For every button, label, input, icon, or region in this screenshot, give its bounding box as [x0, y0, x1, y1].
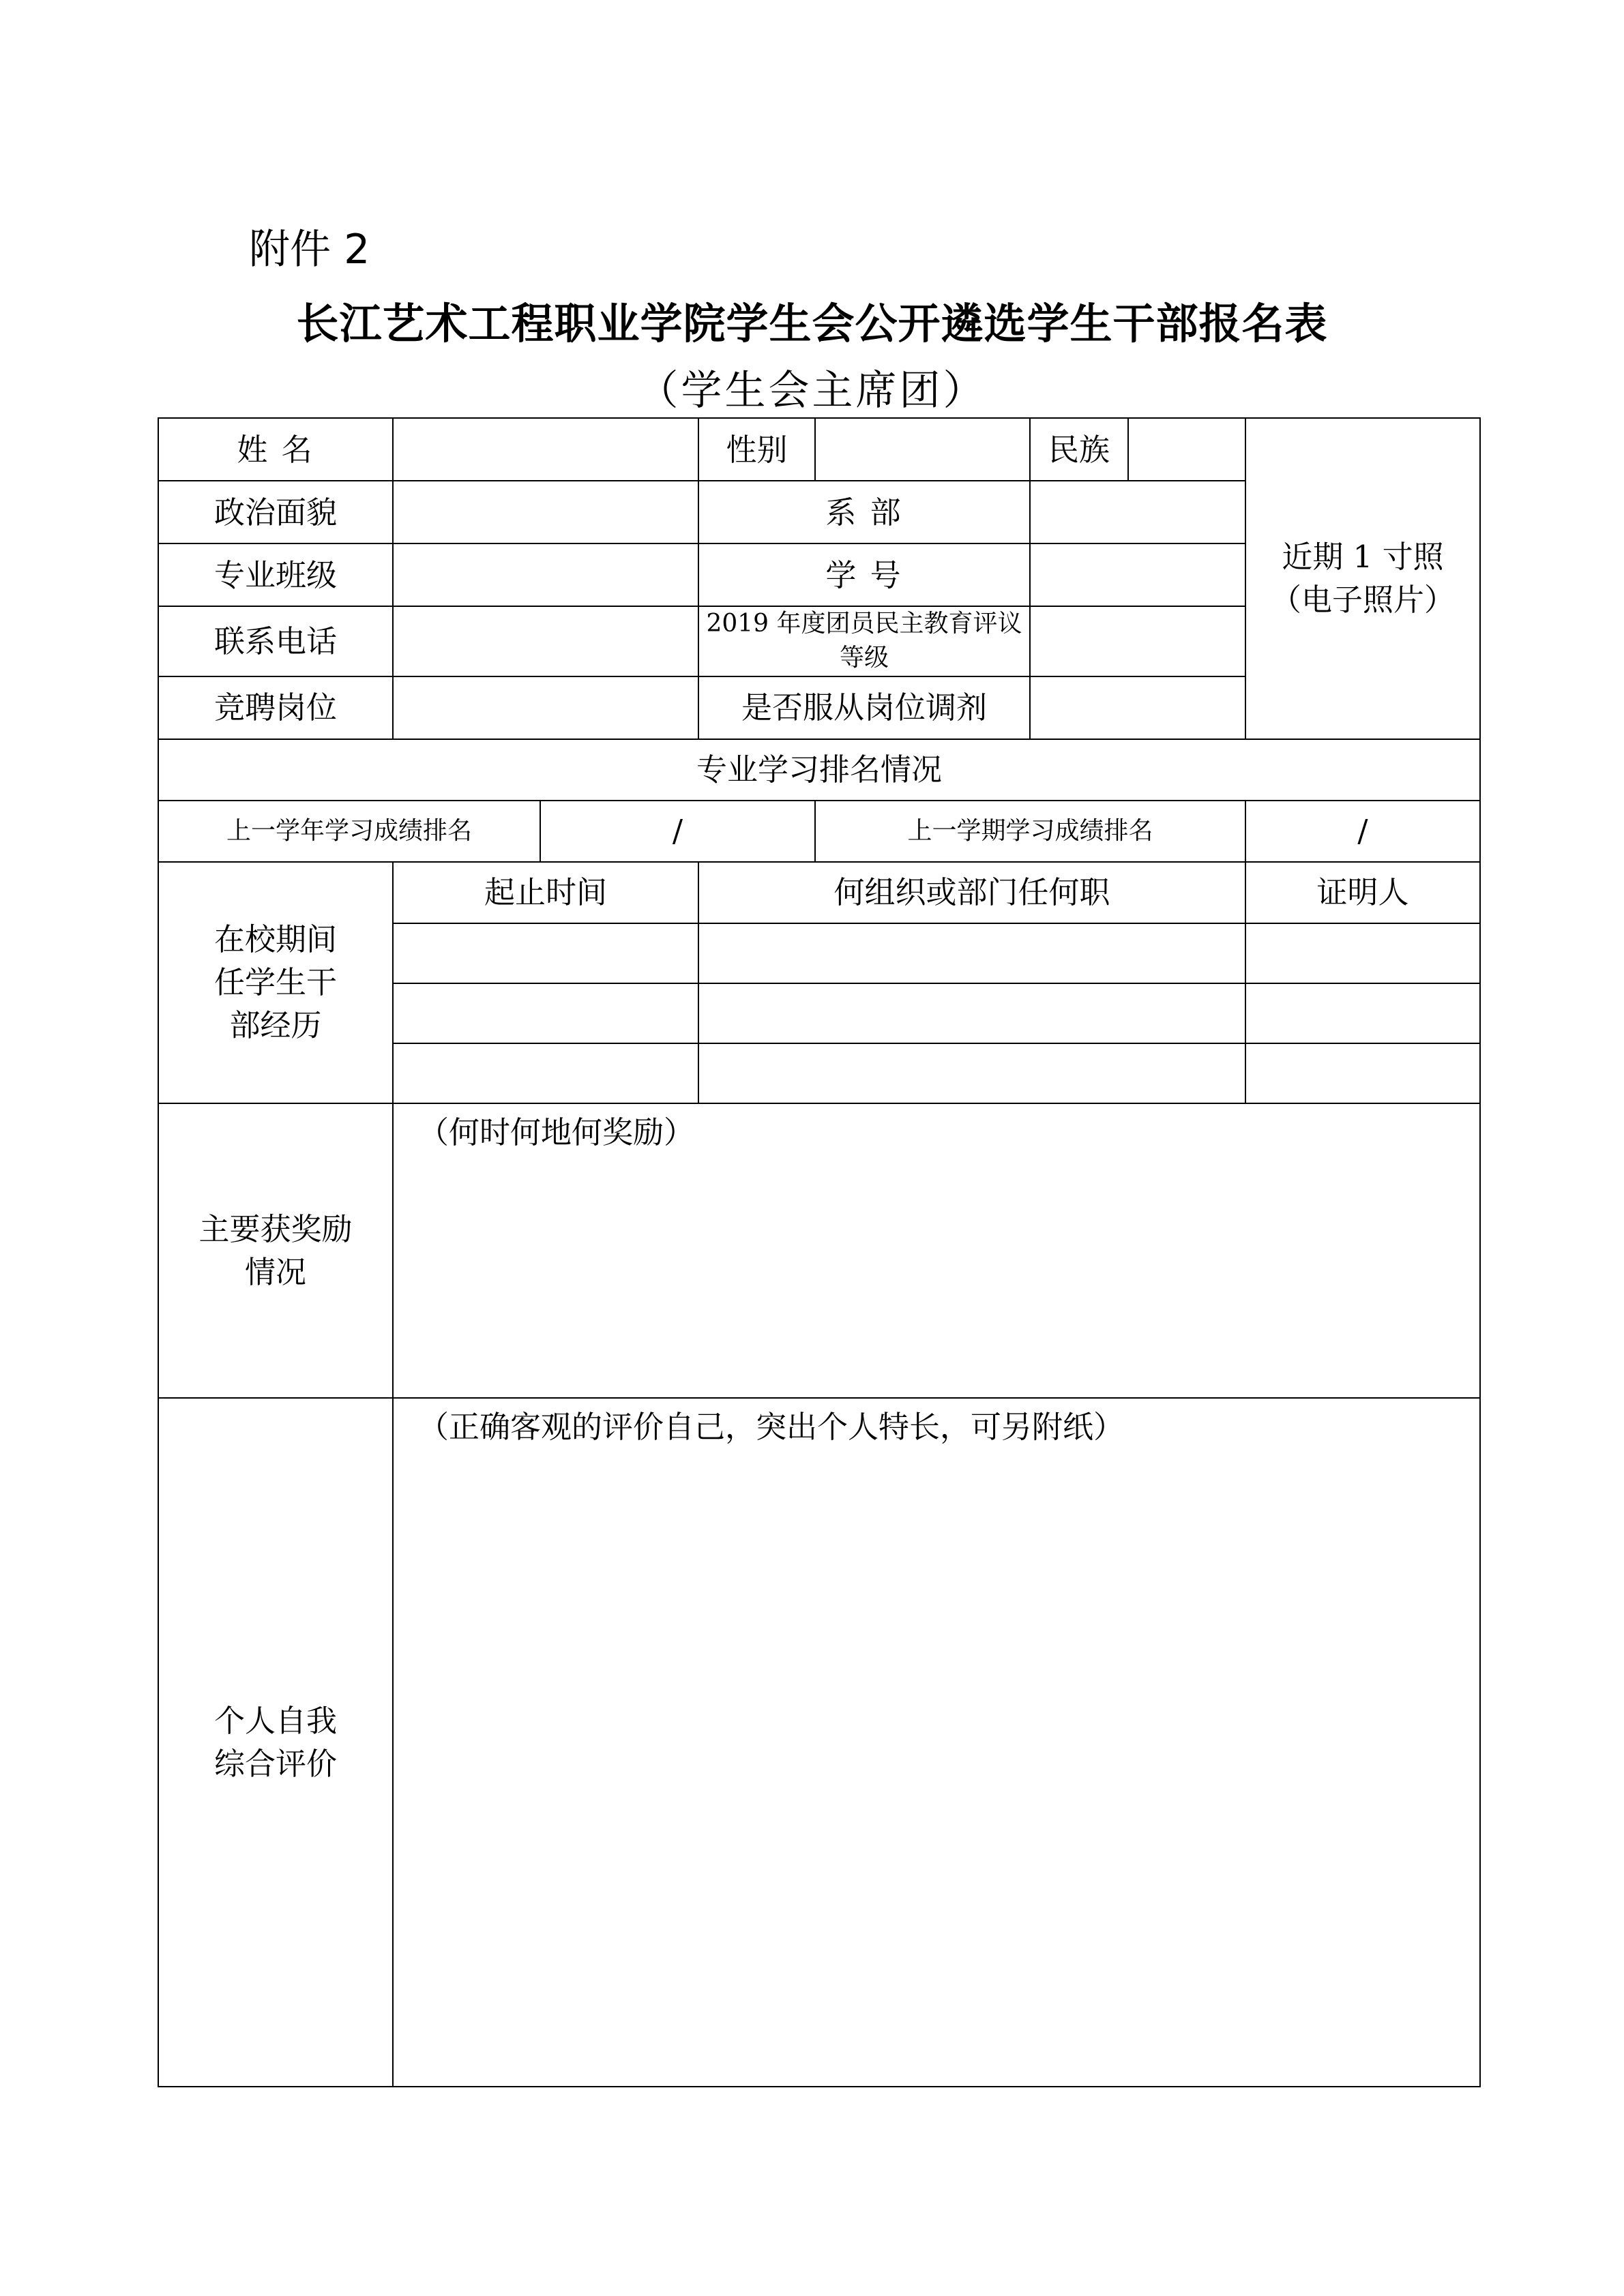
evaluation-grade-label: 2019 年度团员民主教育评议等级	[698, 606, 1030, 676]
row-awards	[158, 1103, 1480, 1398]
awards-hint: （何时何地何奖励）	[418, 1114, 695, 1150]
experience-label-line3: 部经历	[229, 1007, 322, 1044]
row-self-evaluation	[158, 1398, 1480, 2087]
last-term-rank-value[interactable]: /	[1245, 801, 1480, 862]
major-class-field[interactable]	[393, 543, 698, 606]
department-field[interactable]	[1030, 481, 1245, 543]
experience-witness-field[interactable]	[1245, 983, 1480, 1043]
political-status-label: 政治面貌	[158, 481, 393, 543]
experience-period-field[interactable]	[393, 983, 698, 1043]
major-class-label: 专业班级	[158, 543, 393, 606]
position-field[interactable]	[393, 676, 698, 739]
last-year-rank-value[interactable]: /	[540, 801, 815, 862]
last-year-rank-label: 上一学年学习成绩排名	[158, 801, 540, 862]
form-title: 长江艺术工程职业学院学生会公开遴选学生干部报名表	[296, 299, 1328, 348]
experience-witness-field[interactable]	[1245, 923, 1480, 983]
row-experience-header	[158, 862, 1480, 923]
self-evaluation-label	[158, 1398, 393, 2087]
attachment-label: 附件 2	[249, 226, 370, 273]
phone-label: 联系电话	[158, 606, 393, 676]
experience-label-line2: 任学生干	[213, 964, 337, 1001]
awards-label-line2: 情况	[244, 1253, 306, 1290]
awards-label-line1: 主要获奖励	[198, 1210, 353, 1247]
experience-col-role: 何组织或部门任何职	[698, 862, 1245, 923]
name-field[interactable]	[393, 418, 698, 481]
political-status-field[interactable]	[393, 481, 698, 543]
name-label: 姓 名	[158, 418, 393, 481]
experience-role-field[interactable]	[698, 923, 1245, 983]
ranking-header: 专业学习排名情况	[158, 739, 1480, 801]
row-name	[158, 418, 1480, 481]
department-label: 系 部	[698, 481, 1030, 543]
gender-label: 性别	[698, 418, 815, 481]
registration-form-table	[158, 417, 1481, 2087]
ethnicity-label: 民族	[1030, 418, 1128, 481]
student-id-label: 学 号	[698, 543, 1030, 606]
experience-period-field[interactable]	[393, 923, 698, 983]
awards-label	[158, 1103, 393, 1398]
experience-col-witness: 证明人	[1245, 862, 1480, 923]
experience-role-field[interactable]	[698, 983, 1245, 1043]
photo-instruction-line2: （电子照片）	[1270, 582, 1455, 618]
position-label: 竞聘岗位	[158, 676, 393, 739]
photo-cell[interactable]	[1245, 418, 1480, 739]
self-evaluation-field[interactable]	[393, 1398, 1480, 2087]
ethnicity-field[interactable]	[1128, 418, 1245, 481]
experience-label	[158, 862, 393, 1103]
experience-role-field[interactable]	[698, 1043, 1245, 1103]
experience-period-field[interactable]	[393, 1043, 698, 1103]
self-evaluation-hint: （正确客观的评价自己，突出个人特长，可另附纸）	[418, 1408, 1125, 1445]
row-ranking-header	[158, 739, 1480, 801]
student-id-field[interactable]	[1030, 543, 1245, 606]
awards-field[interactable]	[393, 1103, 1480, 1398]
phone-field[interactable]	[393, 606, 698, 676]
self-evaluation-label-line2: 综合评价	[213, 1745, 337, 1782]
adjustment-label: 是否服从岗位调剂	[698, 676, 1030, 739]
row-ranking	[158, 801, 1480, 862]
experience-col-period: 起止时间	[393, 862, 698, 923]
form-subtitle: （学生会主席团）	[637, 367, 987, 415]
self-evaluation-label-line1: 个人自我	[213, 1702, 337, 1739]
last-term-rank-label: 上一学期学习成绩排名	[815, 801, 1245, 862]
experience-witness-field[interactable]	[1245, 1043, 1480, 1103]
adjustment-field[interactable]	[1030, 676, 1245, 739]
gender-field[interactable]	[815, 418, 1030, 481]
experience-label-line1: 在校期间	[213, 921, 337, 958]
evaluation-grade-field[interactable]	[1030, 606, 1245, 676]
photo-instruction-line1: 近期 1 寸照	[1282, 539, 1444, 576]
